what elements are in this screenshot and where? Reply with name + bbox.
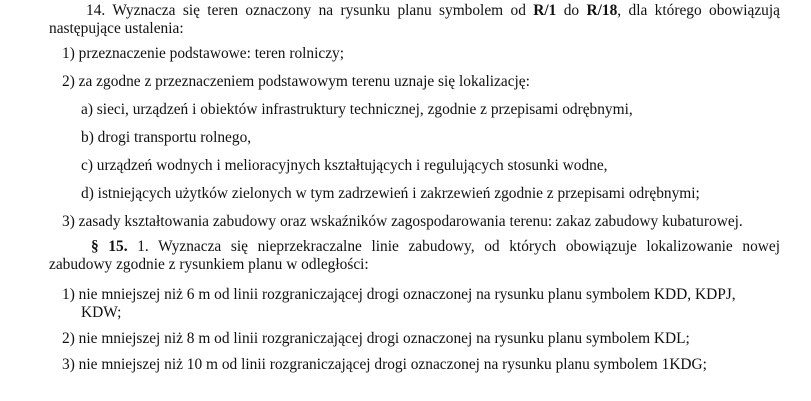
sec15-item-2: 2) nie mniejszej niż 8 m od linii rozgraniczającej drogi oznaczonej na rysunku planu symbolem KDL;	[62, 330, 690, 347]
sec15-heading-text: 1. Wyznacza się nieprzekraczalne linie zabudowy, od których obowiązuje lokalizowanie nowej	[127, 238, 781, 255]
sec14-sub-d: d) istniejących użytków zielonych w tym zadrzewień i zakrzewień zgodnie z przepisami odrębnymi;	[81, 185, 700, 202]
sec14-sub-c: c) urządzeń wodnych i melioracyjnych kształtujących i regulujących stosunki wodne,	[81, 157, 608, 174]
sec14-sub-a: a) sieci, urządzeń i obiektów infrastruktury technicznej, zgodnie z przepisami odrębnymi,	[81, 101, 633, 118]
sec15-item-1-line-1: 1) nie mniejszej niż 6 m od linii rozgraniczającej drogi oznaczonej na rysunku planu symbolem KDD, KDPJ,	[62, 286, 736, 303]
sec14-text-end: , dla którego obowiązują	[617, 2, 780, 19]
sec15-heading-line-1	[91, 238, 780, 256]
sec15-paragraph-mark: § 15.	[91, 238, 128, 255]
sec14-item-2: 2) za zgodne z przeznaczeniem podstawowym terenu uznaje się lokalizację:	[62, 73, 530, 90]
sec14-item-1: 1) przeznaczenie podstawowe: teren rolniczy;	[62, 45, 345, 62]
sec15-item-3: 3) nie mniejszej niż 10 m od linii rozgraniczającej drogi oznaczonej na rysunku planu symbolem 1KDG;	[62, 356, 707, 373]
sec14-line-2: następujące ustalenia:	[49, 20, 184, 37]
sec14-line-1	[86, 2, 780, 20]
sec14-text: 14. Wyznacza się teren oznaczony na rysunku planu symbolem od	[86, 2, 534, 19]
sec14-item-3: 3) zasady kształtowania zabudowy oraz wskaźników zagospodarowania terenu: zakaz zabudowy kubaturowej.	[62, 213, 743, 230]
sec14-text-do: do	[556, 2, 587, 19]
sec15-heading-line-2: zabudowy zgodnie z rysunkiem planu w odległości:	[49, 256, 369, 273]
symbol-r1: R/1	[533, 2, 557, 19]
sec15-item-1-line-2: KDW;	[81, 304, 122, 321]
sec14-sub-b: b) drogi transportu rolnego,	[81, 129, 252, 146]
symbol-r18: R/18	[586, 2, 618, 19]
